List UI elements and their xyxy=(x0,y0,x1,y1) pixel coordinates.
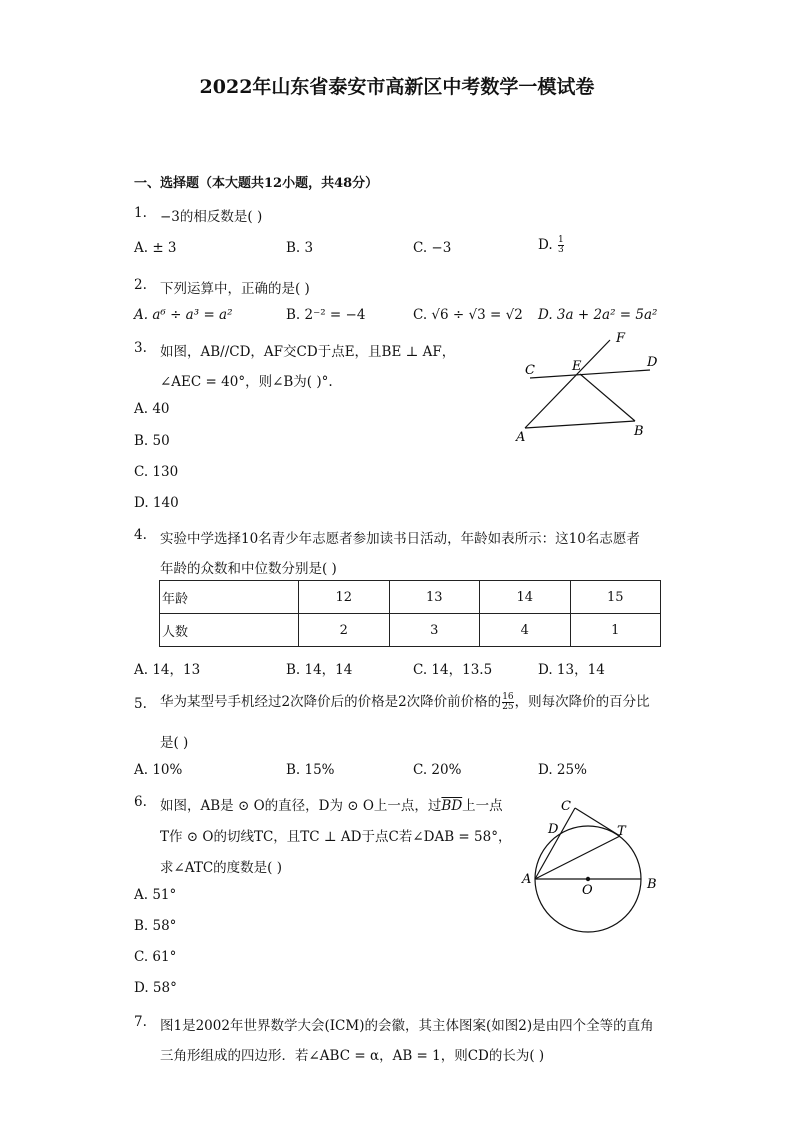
q3-line1: 如图，AB//CD，AF交CD于点E，且BE ⊥ AF， xyxy=(160,344,456,360)
q1-option-b: B. 3 xyxy=(286,240,314,256)
label-f: F xyxy=(616,331,626,346)
q6-line3: 求∠ATC的度数是( ) xyxy=(160,860,282,876)
q3-option-a: A. 40 xyxy=(134,401,170,417)
q2-option-c: C. √6 ÷ √3 = √2 xyxy=(413,307,523,323)
q7-line1: 图1是2002年世界数学大会(ICM)的会徽，其主体图案(如图2)是由四个全等的直角 xyxy=(160,1018,654,1034)
q2-option-a: A. a⁶ ÷ a³ = a² xyxy=(134,307,233,323)
q3-option-d: D. 140 xyxy=(134,495,179,511)
q2-option-b: B. 2⁻² = −4 xyxy=(286,307,366,323)
q1-option-c: C. −3 xyxy=(413,240,452,256)
q5-option-a: A. 10% xyxy=(134,762,183,778)
section-heading: 一、选择题（本大题共12小题，共48分） xyxy=(134,176,379,191)
q4-line2: 年龄的众数和中位数分别是( ) xyxy=(160,561,337,577)
q5-fraction xyxy=(502,693,513,712)
q1-fraction-den: 3 xyxy=(557,245,564,255)
q7-line2: 三角形组成的四边形．若∠ABC = α，AB = 1，则CD的长为( ) xyxy=(160,1048,545,1064)
label-o: O xyxy=(582,883,593,898)
label-a: A xyxy=(516,430,526,445)
q4-option-c: C. 14，13.5 xyxy=(413,662,493,678)
label-a: A xyxy=(522,872,532,887)
q5-option-d: D. 25% xyxy=(538,762,587,778)
q1-text: −3的相反数是( ) xyxy=(160,209,263,225)
q6-option-a: A. 51° xyxy=(134,887,177,903)
q7-number: 7. xyxy=(134,1014,147,1030)
table-cell: 12 xyxy=(299,581,390,614)
q4-option-a: A. 14，13 xyxy=(134,662,201,678)
table-cell: 13 xyxy=(389,581,480,614)
q5-line2: 是( ) xyxy=(160,735,189,751)
label-d: D xyxy=(647,355,658,370)
q6-option-b: B. 58° xyxy=(134,918,177,934)
q1-number: 1. xyxy=(134,205,147,221)
line-cd xyxy=(530,370,650,378)
line-ab xyxy=(525,421,635,428)
q3-number: 3. xyxy=(134,340,147,356)
q3-option-b: B. 50 xyxy=(134,433,170,449)
q6-number: 6. xyxy=(134,794,147,810)
table-cell: 14 xyxy=(480,581,571,614)
page-title: 2022年山东省泰安市高新区中考数学一模试卷 xyxy=(199,76,595,98)
label-d: D xyxy=(548,822,559,837)
q1-option-d xyxy=(538,236,565,255)
label-b: B xyxy=(647,877,657,892)
q5-text-a: 华为某型号手机经过2次降价后的价格是2次降价前价格的 xyxy=(160,694,502,710)
q1-option-a: A. ± 3 xyxy=(134,240,177,256)
table-cell: 年龄 xyxy=(160,581,299,614)
q5-option-c: C. 20% xyxy=(413,762,462,778)
table-cell: 人数 xyxy=(160,614,299,647)
q6-line2: T作 ⊙ O的切线TC，且TC ⊥ AD于点C若∠DAB = 58°， xyxy=(160,829,512,845)
q6-text-a: 如图，AB是 ⊙ O的直径，D为 ⊙ O上一点，过 xyxy=(160,798,442,814)
q6-text-b: 上一点 xyxy=(462,798,503,814)
label-c: C xyxy=(525,363,535,378)
table-cell: 1 xyxy=(570,614,661,647)
label-c: C xyxy=(561,799,571,814)
table-cell: 15 xyxy=(570,581,661,614)
q5-line1 xyxy=(160,690,650,712)
q1-fraction-num: 1 xyxy=(557,235,564,245)
q5-option-b: B. 15% xyxy=(286,762,335,778)
q1-option-d-label: D. xyxy=(538,237,557,253)
q4-option-d: D. 13，14 xyxy=(538,662,605,678)
q4-line1: 实验中学选择10名青少年志愿者参加读书日活动，年龄如表所示：这10名志愿者 xyxy=(160,531,640,547)
table-row xyxy=(160,614,661,647)
q5-fraction-num: 16 xyxy=(502,692,514,702)
center-point xyxy=(586,877,590,881)
q3-option-c: C. 130 xyxy=(134,464,179,480)
q6-line1 xyxy=(160,794,503,814)
table-cell: 4 xyxy=(480,614,571,647)
q5-text-b: ，则每次降价的百分比 xyxy=(514,694,650,710)
q1-fraction xyxy=(558,236,564,255)
q5-fraction-den: 25 xyxy=(502,702,514,712)
label-e: E xyxy=(572,359,582,374)
q3-figure xyxy=(510,328,670,448)
q6-option-c: C. 61° xyxy=(134,949,177,965)
q6-option-d: D. 58° xyxy=(134,980,177,996)
line-af xyxy=(525,340,610,428)
table-row xyxy=(160,581,661,614)
age-table xyxy=(159,580,661,647)
line-be xyxy=(580,374,635,421)
label-b: B xyxy=(634,424,644,439)
table-cell: 2 xyxy=(299,614,390,647)
q6-figure xyxy=(512,790,672,970)
q4-option-b: B. 14，14 xyxy=(286,662,353,678)
q2-text: 下列运算中，正确的是( ) xyxy=(160,281,310,297)
q2-number: 2. xyxy=(134,277,147,293)
q3-line2: ∠AEC = 40°，则∠B为( )°. xyxy=(160,374,333,390)
q4-number: 4. xyxy=(134,527,147,543)
q5-number: 5. xyxy=(134,696,147,712)
table-cell: 3 xyxy=(389,614,480,647)
q2-option-d: D. 3a + 2a² = 5a² xyxy=(538,307,658,323)
line-ct xyxy=(575,808,620,836)
label-t: T xyxy=(617,824,626,839)
q6-arc: $\overline{BD}$ xyxy=(441,798,463,814)
